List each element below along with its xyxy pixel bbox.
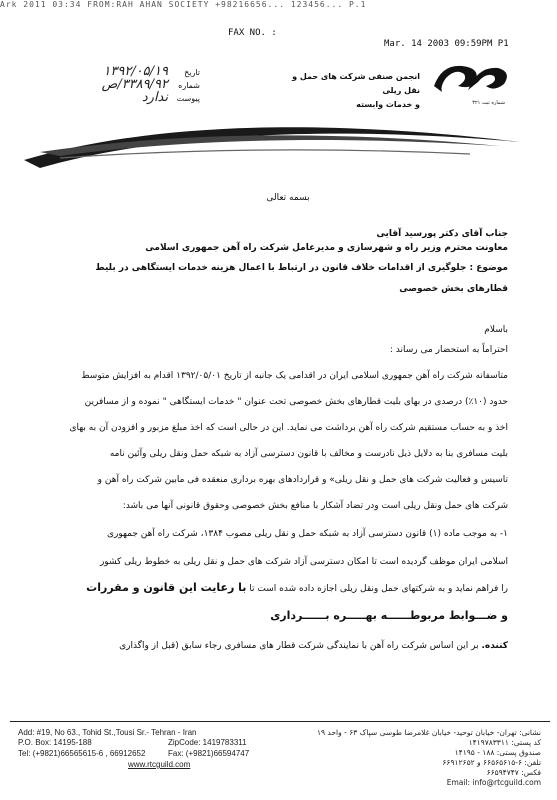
recipient-name: جناب آقای دکتر پورسید آقایی	[376, 229, 508, 239]
invocation: بسمه تعالی	[266, 193, 310, 203]
footer-address-fa: نشانی: تهران- خیابان توحید- خیابان غلامرضا طوسی سپاک ۶۳ - واحد ۱۹	[316, 728, 541, 737]
recipient-title: معاونت محترم وزیر راه و شهرسازی و مدیرعامل شرکت راه آهن جمهوری اسلامی	[145, 243, 508, 253]
paragraph-line	[48, 640, 508, 652]
attachment-value: ندارد	[141, 90, 168, 105]
footer-pobox-fa: صندوق پستی: ۱۸۸ - ۱۴۱۹۵	[454, 748, 541, 757]
footer-zip-en: ZipCode: 1419783311	[168, 738, 247, 747]
organization-name-line2: و خدمات وابسته	[356, 100, 420, 109]
footer-fax-en: Fax: (+9821)66594747	[168, 749, 250, 758]
subject-line-1: موضوع : جلوگیری از اقدامات خلاف قانون در ارتباط با اعمال هزینه خدمات ایستگاهی در بلیط	[95, 263, 508, 273]
paragraph-line-bold: با رعایت این قانون و مقررات	[86, 581, 247, 594]
number-label: شماره	[178, 81, 200, 90]
footer-persian	[286, 728, 541, 788]
subject-line-2: قطارهای بخش خصوصی	[399, 284, 508, 294]
date-label: تاریخ	[184, 68, 200, 77]
date-value: ۱۳۹۲/۰۵/۱۹	[103, 64, 168, 79]
attachment-label: پیوست	[176, 94, 200, 103]
paragraph-line: حدود (۱۰٪) درصدی در بهای بلیت قطارهای بخش خصوصی تحت عنوان " خدمات ایستگاهی " نموده و از مسافرین	[84, 397, 508, 407]
fax-number-label: FAX NO. :	[228, 28, 277, 38]
paragraph-line-plain: را فراهم نماید و به شرکتهای حمل ونقل ریلی اجازه داده شده است تا	[249, 584, 508, 594]
registration-number: شماره ثبت ۳۲۱	[472, 100, 505, 106]
respect-line: احتراماً به استحضار می رساند :	[389, 345, 508, 355]
footer-fax-fa: فکس: ۶۶۵۹۴۷۴۷	[486, 768, 541, 777]
paragraph-line: بلیت مسافری بنا به دلایل ذیل نادرست و مخالف با قانون دسترسی آزاد به شبکه حمل ونقل ریلی وآئین نامه	[109, 449, 508, 459]
footer-website[interactable]: www.rtcguild.com	[128, 760, 191, 769]
organization-name-line1: انجمن صنفی شرکت های حمل و نقل ریلی	[292, 72, 420, 95]
paragraph-line: و ضـــوابط مربوطــــــه بهـــــره بــــــرداری	[270, 609, 508, 622]
paragraph-line-bold: کننده.	[481, 641, 508, 651]
footer-address-en: Add: #19, No 63., Tohid St.,Tousi Sr.- Tehran - Iran	[18, 728, 197, 737]
number-value: ۳۳۸۹/۹۲/ص	[101, 77, 168, 92]
fax-top-strip: Ark 2011 03:34 FROM:RAH AHAN SOCIETY +98216656... 123456... P.1	[0, 0, 367, 8]
footer-pobox-en: P.O. Box: 14195-188	[18, 738, 92, 747]
footer-zip-fa: کد پستی: ۱۴۱۹۷۸۳۳۱۱	[468, 738, 541, 747]
paragraph-line: شرکت های حمل ونقل ریلی است ودر تضاد آشکار با منافع بخش خصوصی وحقوق قانونی آنها می باشد:	[122, 501, 508, 511]
letterhead-swoosh	[0, 96, 557, 176]
footer-tel-fa: تلفن: ۶-۶۶۵۶۵۶۱۵ و ۶۶۹۱۲۶۵۲	[442, 758, 541, 767]
paragraph-line: اسلامی ایران موظف گردیده است تا امکان دسترسی آزاد شرکت های حمل و نقل ریلی به خطوط ریلی کشور	[99, 557, 508, 567]
paragraph-line: تاسیس و فعالیت شرکت های حمل و نقل ریلی» و قراردادهای بهره برداری منعقده فی مابین شرکت راه آهن و	[97, 475, 508, 485]
greeting: باسلام	[484, 325, 508, 335]
paragraph-line: ۱- به موجب ماده (۱) قانون دسترسی آزاد به شبکه حمل و نقل ریلی مصوب ۱۳۸۴، شرکت راه آهن جمهوری	[106, 529, 508, 539]
fax-date-stamp: Mar. 14 2003 09:59PM P1	[384, 39, 509, 49]
footer-divider	[10, 721, 550, 722]
paragraph-line: اخذ و به حساب مستقیم شرکت راه آهن برداشت می نماید. این در حالی است که اخذ مبلغ مزبور و افزودن آن به بهای	[69, 423, 508, 433]
paragraph-line-plain: بر این اساس شرکت راه آهن با نمایندگی شرکت قطار های مسافری رجاء سابق (قبل از واگذاری	[119, 641, 479, 651]
paragraph-line: متاسفانه شرکت راه آهن جمهوری اسلامی ایران در اقدامی یک جانبه از تاریخ ۱۳۹۲/۰۵/۰۱ اقدام به افزایش متوسط	[81, 371, 508, 381]
guild-logo	[428, 56, 512, 100]
paragraph-line	[48, 582, 508, 595]
footer-english	[18, 728, 278, 770]
footer-email[interactable]: Email: info@rtcguild.com	[446, 778, 541, 787]
footer-tel-en: Tel: (+9821)66565615-6 , 66912652	[18, 749, 146, 758]
